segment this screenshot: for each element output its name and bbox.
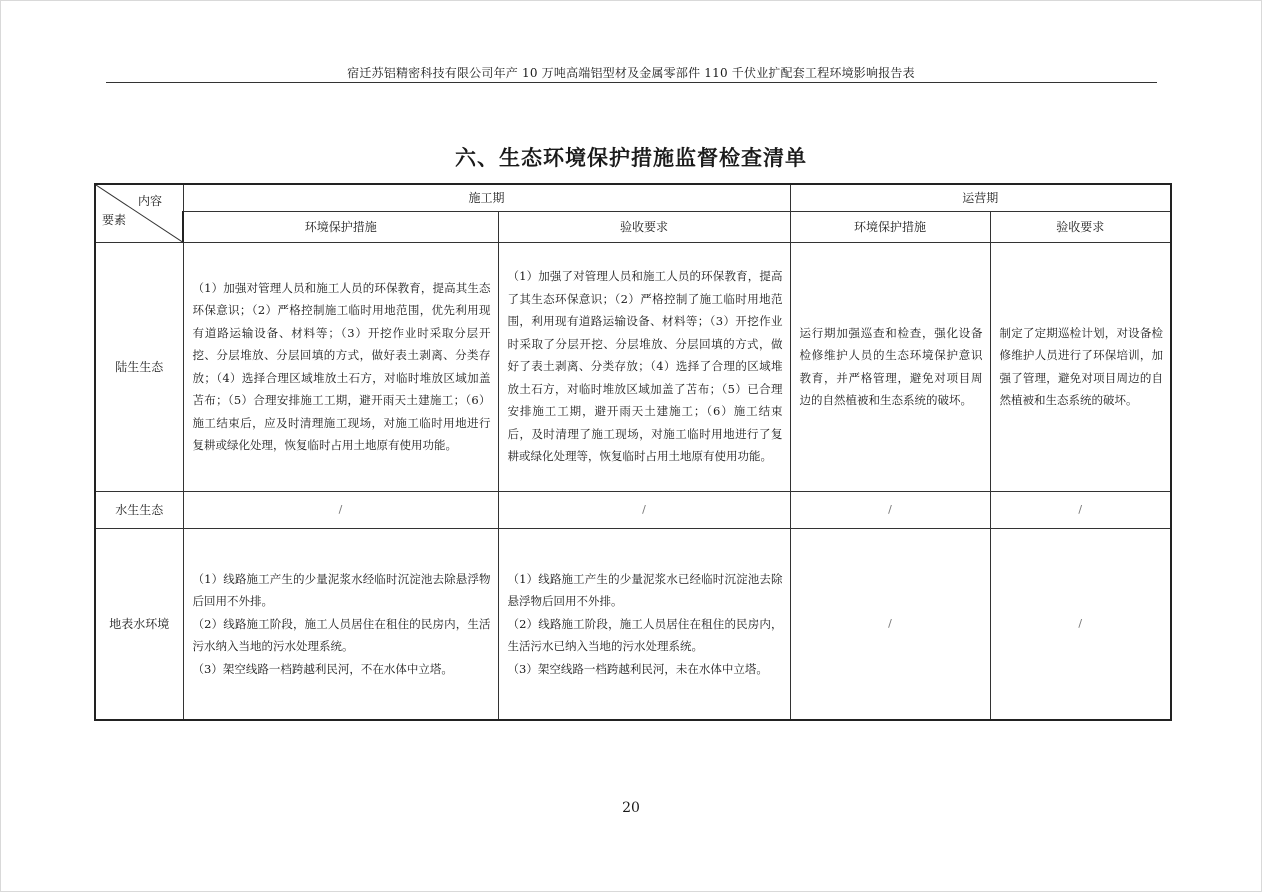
table-row [95,491,1171,528]
construction-acceptance-cell: （1）线路施工产生的少量泥浆水已经临时沉淀池去除悬浮物后回用不外排。 （2）线路施工阶段，施工人员居住在租住的民房内，生活污水已纳入当地的污水处理系统。 （3）架空线路一档跨越利民河，未在水体中立塔。 [498,528,790,720]
running-header: 宿迁苏铝精密科技有限公司年产 10 万吨高端铝型材及金属零部件 110 千伏业扩配套工程环境影响报告表 [347,66,915,80]
row-element-label: 陆生生态 [95,242,183,491]
operation-acceptance-header: 验收要求 [990,211,1171,242]
section-title: 六、生态环境保护措施监督检查清单 [455,146,807,170]
table-header-row-columns [95,211,1171,242]
header-rule [106,82,1157,83]
page-number: 20 [622,800,640,816]
corner-element-label: 要素 [102,213,127,227]
operation-acceptance-cell: / [990,491,1171,528]
construction-measures-cell: （1）加强对管理人员和施工人员的环保教育，提高其生态环保意识；（2）严格控制施工临时用地范围，优先利用现有道路运输设备、材料等；（3）开挖作业时采取分层开挖、分层堆放、分层回填的方式，做好表土剥离、分类存放；（4）选择合理区域堆放土石方，对临时堆放区域加盖苫布；（5）合理安排施工工期，避开雨天土建施工；（6）施工结束后，应及时清理施工现场，对施工临时用地进行复耕或绿化处理，恢复临时占用土地原有使用功能。 [183,242,498,491]
operation-measures-header: 环境保护措施 [790,211,990,242]
operation-measures-cell: 运行期加强巡查和检查，强化设备检修维护人员的生态环境保护意识教育，并严格管理，避免对项目周边的自然植被和生态系统的破坏。 [790,242,990,491]
construction-acceptance-header: 验收要求 [498,211,790,242]
corner-content-label: 内容 [137,194,162,208]
construction-measures-cell: / [183,491,498,528]
row-element-label: 地表水环境 [95,528,183,720]
table-row [95,242,1171,491]
construction-measures-cell: （1）线路施工产生的少量泥浆水经临时沉淀池去除悬浮物后回用不外排。 （2）线路施工阶段，施工人员居住在租住的民房内，生活污水纳入当地的污水处理系统。 （3）架空线路一档跨越利民河，不在水体中立塔。 [183,528,498,720]
operation-measures-cell: / [790,491,990,528]
row-element-label: 水生生态 [95,491,183,528]
construction-phase-header: 施工期 [183,184,790,211]
supervision-checklist-table [94,183,1172,721]
operation-measures-cell: / [790,528,990,720]
corner-header-cell [95,184,183,242]
operation-phase-header: 运营期 [790,184,1171,211]
operation-acceptance-cell: / [990,528,1171,720]
table-row [95,528,1171,720]
operation-acceptance-cell: 制定了定期巡检计划，对设备检修维护人员进行了环保培训，加强了管理，避免对项目周边的自然植被和生态系统的破坏。 [990,242,1171,491]
construction-acceptance-cell: （1）加强了对管理人员和施工人员的环保教育，提高了其生态环保意识；（2）严格控制了施工临时用地范围，利用现有道路运输设备、材料等；（3）开挖作业时采取了分层开挖、分层堆放、分层回填的方式，做好了表土剥离、分类存放；（4）选择了合理的区域堆放土石方，对临时堆放区域加盖了苫布；（5）已合理安排施工工期，避开雨天土建施工；（6）施工结束后，及时清理了施工现场，对施工临时用地进行了复耕或绿化处理等，恢复临时占用土地原有使用功能。 [498,242,790,491]
table-header-row-phases [95,184,1171,211]
construction-acceptance-cell: / [498,491,790,528]
construction-measures-header: 环境保护措施 [183,211,498,242]
